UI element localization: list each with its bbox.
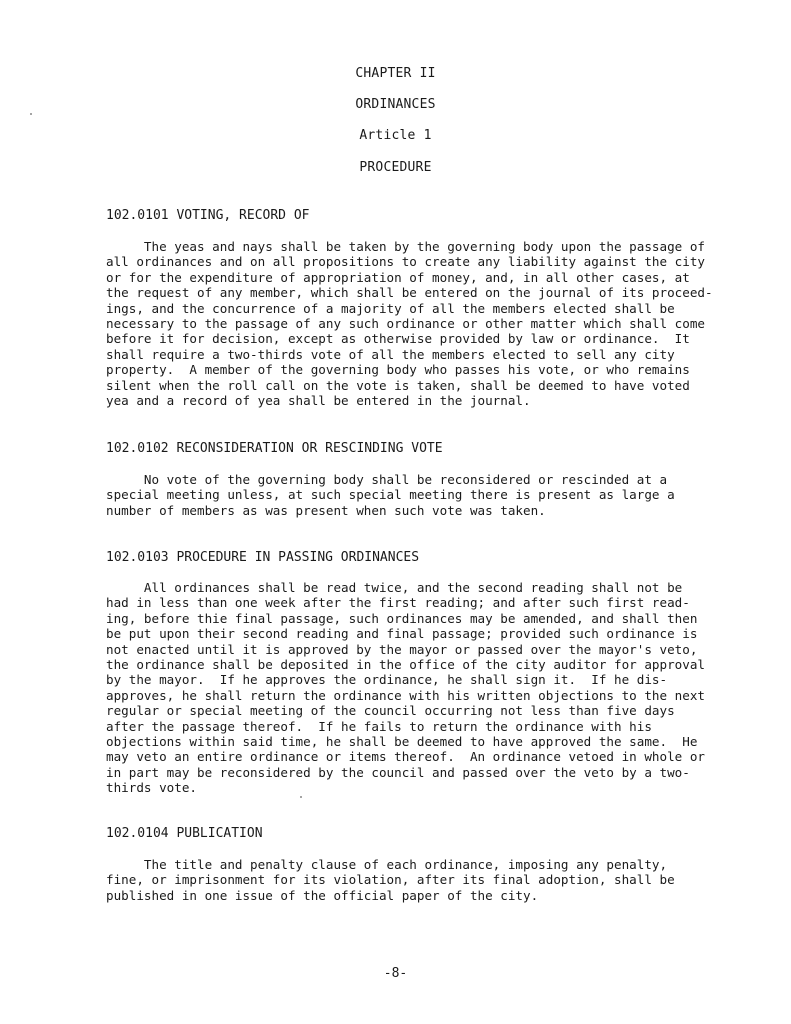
section-body-voting-record: The yeas and nays shall be taken by the governing body upon the passage of all ordinances and on all propositions to create any liability against the city or for the expenditure of appropriation of money, and, in all other cases, at the request of any member, which shall be entered on the journal of its proceed- ings, and the concurrence of a majority of all the members elected shall be necessary to the passage of any such ordinance or other matter which shall come before it for decision, except as otherwise provided by law or ordinance. It shall require a two-thirds vote of all the members elected to sell any city property. A member of the governing body who passes his vote, or who remains silent when the roll call on the vote is taken, shall be deemed to have voted yea and a record of yea shall be entered in the journal.	[106, 239, 713, 409]
article-heading: Article 1	[359, 128, 432, 143]
scan-speck	[300, 796, 302, 798]
article-title: PROCEDURE	[359, 160, 432, 175]
page-number: -8-	[383, 966, 408, 981]
section-body-passing-ordinances: All ordinances shall be read twice, and the second reading shall not be had in less than one week after the first reading; and after such first read- ing, before thie final passage, such ordinances may be amended, and shall then be put upon their second reading and final passage; provided such ordinance is not enacted until it is approved by the mayor or passed over the mayor's veto, the ordinance shall be deposited in the office of the city auditor for approval by the mayor. If he approves the ordinance, he shall sign it. If he dis- approves, he shall return the ordinance with his written objections to the next regular or special meeting of the council occurring not less than five days after the passage thereof. If he fails to return the ordinance with his objections within said time, he shall be deemed to have approved the same. He may veto an entire ordinance or items thereof. An ordinance vetoed in whole or in part may be reconsidered by the council and passed over the veto by a two- thirds vote.	[106, 580, 705, 796]
section-title-publication: 102.0104 PUBLICATION	[106, 826, 263, 841]
chapter-heading: CHAPTER II	[355, 66, 436, 81]
section-title-voting-record: 102.0101 VOTING, RECORD OF	[106, 208, 310, 223]
section-title-reconsideration: 102.0102 RECONSIDERATION OR RESCINDING VOTE	[106, 441, 443, 456]
chapter-title: ORDINANCES	[355, 97, 436, 112]
section-title-passing-ordinances: 102.0103 PROCEDURE IN PASSING ORDINANCES	[106, 550, 420, 565]
section-body-publication: The title and penalty clause of each ordinance, imposing any penalty, fine, or imprisonment for its violation, after its final adoption, shall be published in one issue of the official paper of the city.	[106, 857, 675, 903]
section-body-reconsideration: No vote of the governing body shall be reconsidered or rescinded at a special meeting unless, at such special meeting there is present as large a number of members as was present when such vote was taken.	[106, 472, 675, 518]
scan-speck	[30, 113, 32, 115]
